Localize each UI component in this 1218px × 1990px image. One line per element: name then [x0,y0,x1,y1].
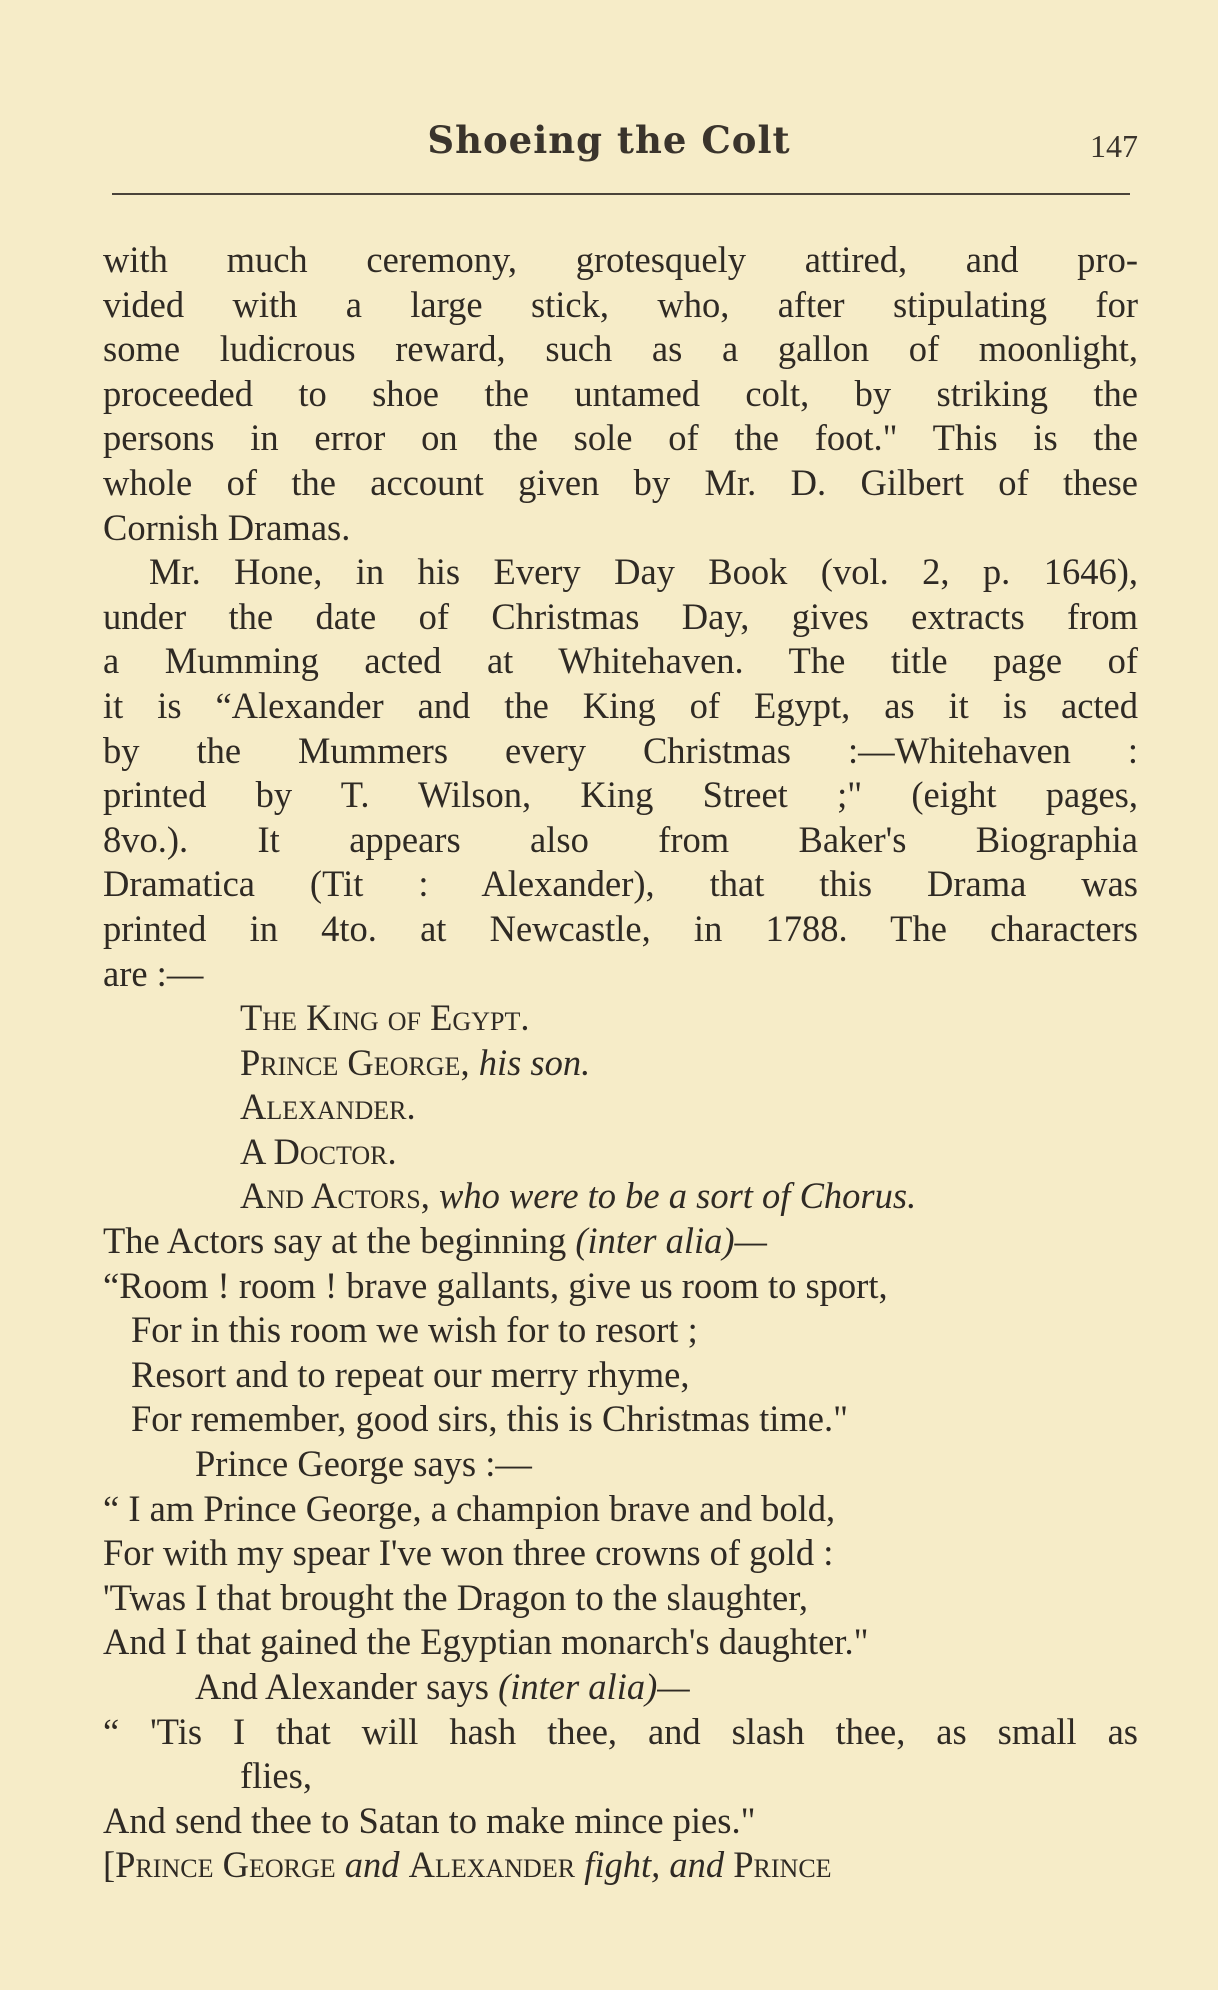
cast-doctor: A Doctor. [240,1130,397,1172]
verse-line: For remember, good sirs, this is Christmas time." [131,1398,849,1440]
text-line: printed by T. Wilson, King Street ;" (eight pages, [103,774,1138,816]
text-line: with much ceremony, grotesquely attired, and pro- [103,239,1138,280]
stage-direction-and: and [344,1844,400,1886]
verse-line: “ 'Tis I that will hash thee, and slash thee, as small as [103,1710,1138,1752]
text-line: are :— [103,952,204,994]
cast-king: The King of Egypt. [240,997,530,1039]
verse-line: For in this room we wish for to resort ; [131,1309,698,1351]
stage-direction [103,1843,1138,1888]
stage-direction-fight: fight, and [584,1844,725,1886]
text-line: vided with a large stick, who, after stipulating for [103,283,1138,325]
actors-intro [103,1219,1138,1264]
text-line: under the date of Christmas Day, gives extracts from [103,595,1138,637]
cast-george [103,1041,1138,1086]
cast-george-name: Prince George, [240,1041,470,1083]
cast-actors-note: who were to be a sort of Chorus. [438,1175,917,1217]
verse-line: “Room ! room ! brave gallants, give us room to sport, [103,1264,888,1306]
speaker-line [103,1665,1138,1710]
verse-line: For with my spear I've won three crowns of gold : [103,1532,834,1574]
cast-actors [103,1174,1138,1219]
cast-actors-name: And Actors, [240,1175,430,1217]
text-line: persons in error on the sole of the foot." This is the [103,417,1138,459]
header-rule [112,193,1130,195]
actors-intro-note: (inter alia)— [575,1220,767,1262]
verse-line: “ I am Prince George, a champion brave and bold, [103,1487,836,1529]
verse-line: And send thee to Satan to make mince pies." [103,1799,756,1841]
actors-intro-text: The Actors say at the beginning [103,1220,567,1262]
stage-direction-alexander: Alexander [408,1844,576,1886]
speaker-text: And Alexander says [195,1666,489,1707]
body-text [103,238,1138,1888]
speaker-line: Prince George says :— [195,1443,532,1485]
text-line: a Mumming acted at Whitehaven. The title page of [103,640,1138,682]
stage-direction-prince: Prince [733,1844,832,1886]
verse-line: 'Twas I that brought the Dragon to the slaughter, [103,1576,809,1618]
text-line: Cornish Dramas. [103,506,351,548]
cast-alexander: Alexander. [240,1086,416,1128]
running-title: Shoeing the Colt [427,118,791,162]
text-line: Mr. Hone, in his Every Day Book (vol. 2, p. 1646), [149,551,1138,593]
verse-line: Resort and to repeat our merry rhyme, [131,1353,690,1395]
text-line: printed in 4to. at Newcastle, in 1788. The characters [103,907,1138,949]
text-line: Dramatica (Tit : Alexander), that this Drama was [103,863,1138,905]
page-number: 147 [1090,128,1138,164]
cast-george-note: his son. [478,1041,591,1083]
text-line: it is “Alexander and the King of Egypt, as it is acted [103,684,1138,726]
text-line: 8vo.). It appears also from Baker's Biographia [103,818,1138,860]
verse-line: And I that gained the Egyptian monarch's daughter." [103,1621,869,1663]
stage-direction-george: [Prince George [103,1844,336,1886]
text-line: some ludicrous reward, such as a gallon of moonlight, [103,328,1138,370]
speaker-note: (inter alia)— [498,1666,690,1707]
text-line: by the Mummers every Christmas :—Whitehaven : [103,729,1138,771]
text-line: proceeded to shoe the untamed colt, by striking the [103,372,1138,414]
verse-line: flies, [240,1755,312,1797]
text-line: whole of the account given by Mr. D. Gilbert of these [103,461,1138,503]
